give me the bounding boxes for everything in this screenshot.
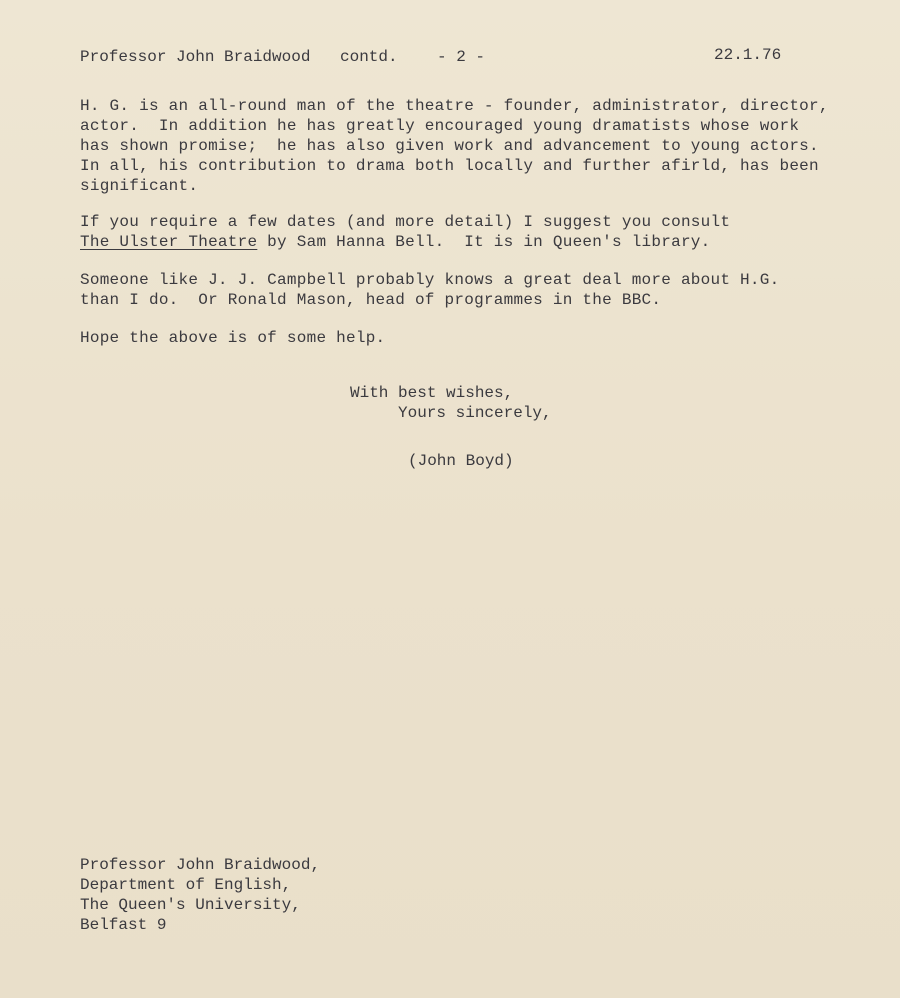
header-recipient: Professor John Braidwood: [80, 48, 311, 66]
paragraph1-line: In all, his contribution to drama both locally and further afirld, has been: [80, 157, 819, 175]
signature-name: (John Boyd): [408, 452, 514, 470]
paragraph1-line: has shown promise; he has also given work and advancement to young actors.: [80, 137, 819, 155]
paragraph1-line: actor. In addition he has greatly encouraged young dramatists whose work: [80, 117, 800, 135]
paragraph2-line1: If you require a few dates (and more detail) I suggest you consult: [80, 213, 731, 231]
address-line: Department of English,: [80, 876, 292, 894]
address-line: Professor John Braidwood,: [80, 856, 321, 874]
page-number: - 2 -: [437, 48, 486, 66]
paragraph3-line: Someone like J. J. Campbell probably knows a great deal more about H.G.: [80, 271, 780, 289]
paragraph2-line2: [80, 232, 711, 252]
closing-wishes: With best wishes,: [350, 384, 514, 402]
paragraph4: Hope the above is of some help.: [80, 329, 386, 347]
address-line: The Queen's University,: [80, 896, 301, 914]
letter-date: 22.1.76: [714, 46, 782, 64]
book-title: The Ulster Theatre: [80, 233, 258, 251]
paragraph1-line: H. G. is an all-round man of the theatre - founder, administrator, director,: [80, 97, 829, 115]
paragraph2-line2-rest: by Sam Hanna Bell. It is in Queen's library.: [257, 233, 711, 251]
closing-sincerely: Yours sincerely,: [398, 404, 552, 422]
paragraph3-line: than I do. Or Ronald Mason, head of programmes in the BBC.: [80, 291, 662, 309]
paragraph1-line: significant.: [80, 177, 199, 195]
address-line: Belfast 9: [80, 916, 167, 934]
header-contd: contd.: [340, 48, 398, 66]
